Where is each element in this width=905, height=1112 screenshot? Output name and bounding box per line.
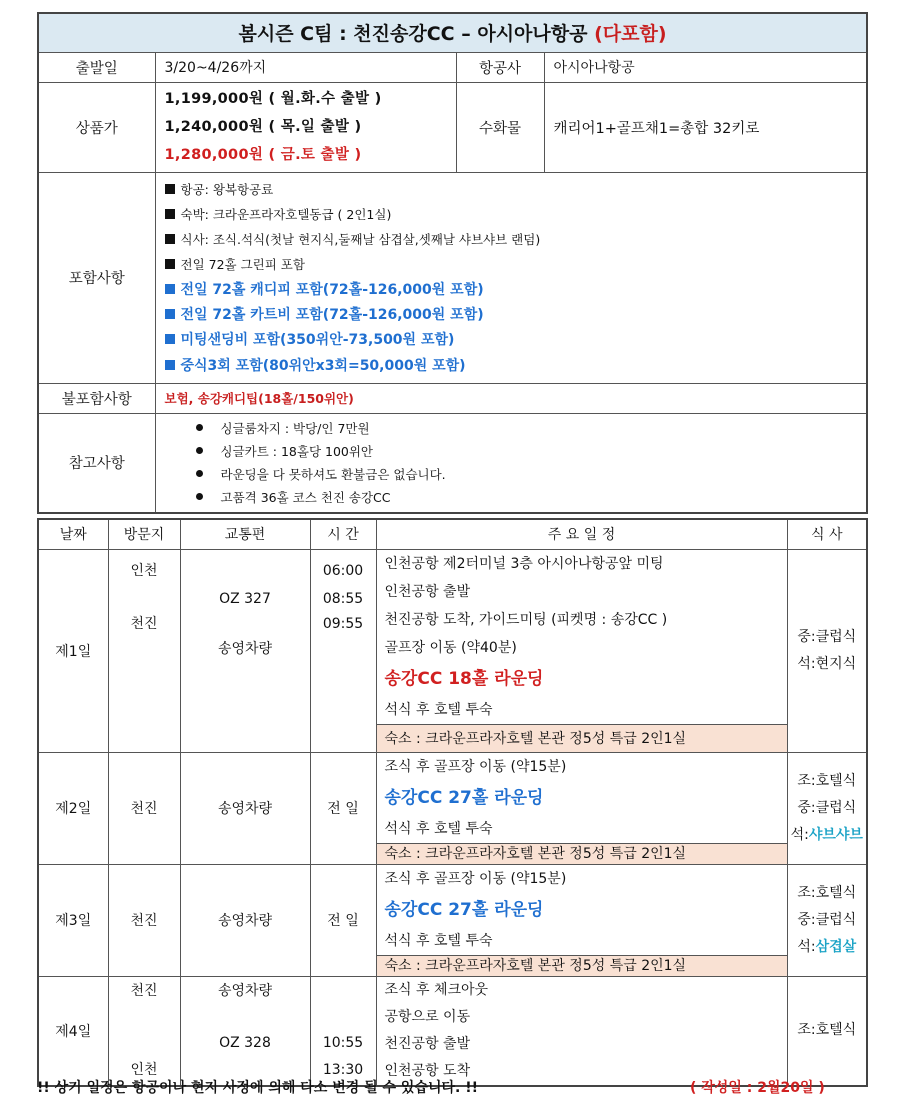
bullet-dot-icon (196, 470, 203, 477)
meal-item: 석:현지식 (797, 655, 857, 672)
day-transport: 송영차량 (180, 752, 310, 864)
schedule-item: 인천공항 출발 (384, 583, 471, 600)
bullet-dot-icon (196, 424, 203, 431)
day-schedule (376, 752, 787, 864)
square-bullet-icon (165, 259, 175, 269)
included-item: 전일 72홀 그린피 포함 (165, 252, 867, 277)
baggage-label: 수화물 (456, 82, 544, 172)
included-item: 숙박: 크라운프라자호텔동급 ( 2인1실) (165, 202, 867, 227)
included-list (155, 172, 867, 383)
itinerary-day-row (38, 549, 867, 752)
day-meals (787, 976, 867, 1086)
day-label: 제3일 (38, 864, 108, 976)
schedule-highlight: 송강CC 18홀 라운딩 (384, 668, 544, 689)
price-label: 상품가 (38, 82, 155, 172)
day-places (108, 549, 180, 752)
included-item: 식사: 조식.석식(첫날 현지식,둘째날 삼겹살,셋째날 샤브샤브 랜덤) (165, 227, 867, 252)
written-date: ( 작성일 : 2월20일 ) (690, 1080, 825, 1096)
time-item: 08:55 (322, 590, 364, 607)
header-place: 방문지 (108, 519, 180, 549)
note-item: 싱글룸차지 : 박당/인 7만원 (196, 417, 867, 440)
day-times (310, 976, 376, 1086)
day-meals (787, 752, 867, 864)
day-place: 천진 (108, 752, 180, 864)
header-meals: 식 사 (787, 519, 867, 549)
day-schedule (376, 976, 787, 1086)
square-bullet-icon (165, 184, 175, 194)
transport-item: OZ 328 (219, 1034, 271, 1051)
time-item: 06:00 (322, 562, 364, 579)
transport-item: 송영차량 (217, 640, 273, 657)
day-meals (787, 864, 867, 976)
price-item: 1,199,000원 ( 월.화.수 출발 ) (164, 91, 382, 107)
day-transport: 송영차량 (180, 864, 310, 976)
schedule-item: 석식 후 호텔 투숙 (384, 932, 493, 949)
schedule-item: 인천공항 도착 (384, 1062, 471, 1079)
notes-list (155, 413, 867, 513)
place-item: 천진 (130, 615, 158, 632)
meal-item: 석:삼겹살 (797, 938, 857, 955)
excluded-value: 보험, 송강캐디팁(18홀/150위안) (155, 383, 867, 413)
notes-label: 참고사항 (38, 413, 155, 513)
included-item: 중식3회 포함(80위안x3회=50,000원 포함) (165, 354, 867, 379)
time-item: 09:55 (322, 615, 364, 632)
airline-value: 아시아나항공 (544, 52, 867, 82)
meal-item: 조:호텔식 (797, 1022, 857, 1039)
note-item: 고품격 36홀 코스 천진 송강CC (196, 486, 867, 509)
itinerary-day-row (38, 976, 867, 1086)
transport-item: 송영차량 (217, 982, 273, 999)
day-time: 전 일 (310, 752, 376, 864)
meal-item: 조:호텔식 (797, 884, 857, 901)
day-transport (180, 549, 310, 752)
note-item: 싱글카트 : 18홀당 100위안 (196, 440, 867, 463)
day-label: 제2일 (38, 752, 108, 864)
itinerary-header-row (38, 519, 867, 549)
meal-item: 중:클럽식 (797, 911, 857, 928)
header-schedule: 주 요 일 정 (376, 519, 787, 549)
day-transport (180, 976, 310, 1086)
meal-item: 중:클럽식 (797, 628, 857, 645)
schedule-item: 인천공항 제2터미널 3층 아시아나항공앞 미팅 (384, 555, 664, 572)
square-bullet-icon (165, 360, 175, 370)
meal-item: 조:호텔식 (797, 772, 857, 789)
itinerary-table (37, 518, 868, 1087)
package-info-table (37, 12, 868, 514)
time-item: 13:30 (322, 1061, 364, 1078)
place-item: 인천 (130, 562, 158, 579)
bullet-dot-icon (196, 447, 203, 454)
schedule-item: 공항으로 이동 (384, 1008, 471, 1025)
day-schedule (376, 549, 787, 752)
square-bullet-icon (165, 234, 175, 244)
place-item: 천진 (130, 982, 158, 999)
price-item: 1,240,000원 ( 목.일 출발 ) (164, 119, 362, 135)
package-title (38, 13, 867, 52)
header-date: 날짜 (38, 519, 108, 549)
day-place: 천진 (108, 864, 180, 976)
schedule-item: 천진공항 출발 (384, 1035, 471, 1052)
excluded-label: 불포함사항 (38, 383, 155, 413)
schedule-item: 조식 후 골프장 이동 (약15분) (384, 758, 567, 775)
square-bullet-icon (165, 309, 175, 319)
schedule-item: 석식 후 호텔 투숙 (384, 820, 493, 837)
schedule-highlight: 송강CC 27홀 라운딩 (384, 787, 544, 808)
square-bullet-icon (165, 284, 175, 294)
square-bullet-icon (165, 334, 175, 344)
day-label: 제1일 (38, 549, 108, 752)
hotel-info: 숙소 : 크라운프라자호텔 본관 정5성 특급 2인1실 (377, 955, 787, 976)
itinerary-day-row (38, 864, 867, 976)
schedule-item: 조식 후 체크아웃 (384, 981, 489, 998)
time-item: 10:55 (322, 1034, 364, 1051)
schedule-item: 조식 후 골프장 이동 (약15분) (384, 870, 567, 887)
square-bullet-icon (165, 209, 175, 219)
schedule-item: 천진공항 도착, 가이드미팅 (피켓명 : 송강CC ) (384, 611, 668, 628)
change-notice: !! 상기 일정은 항공이나 현지 사정에 의해 다소 변경 될 수 있습니다. !! (37, 1080, 478, 1096)
meal-item: 중:클럽식 (797, 799, 857, 816)
day-times (310, 549, 376, 752)
airline-label: 항공사 (456, 52, 544, 82)
included-item: 전일 72홀 카트비 포함(72홀-126,000원 포함) (165, 303, 867, 328)
day-places (108, 976, 180, 1086)
included-item: 전일 72홀 캐디피 포함(72홀-126,000원 포함) (165, 278, 867, 303)
bullet-dot-icon (196, 493, 203, 500)
schedule-highlight: 송강CC 27홀 라운딩 (384, 899, 544, 920)
price-list (155, 82, 456, 172)
place-item: 인천 (130, 1061, 158, 1078)
schedule-item: 골프장 이동 (약40분) (384, 639, 517, 656)
included-item: 항공: 왕복항공료 (165, 177, 867, 202)
note-item: 라운딩을 다 못하셔도 환불금은 없습니다. (196, 463, 867, 486)
header-time: 시 간 (310, 519, 376, 549)
day-label: 제4일 (38, 976, 108, 1086)
included-item: 미팅샌딩비 포함(350위안-73,500원 포함) (165, 328, 867, 353)
header-transport: 교통편 (180, 519, 310, 549)
transport-item: OZ 327 (219, 590, 271, 607)
hotel-info: 숙소 : 크라운프라자호텔 본관 정5성 특급 2인1실 (377, 843, 787, 864)
departure-value: 3/20~4/26까지 (155, 52, 456, 82)
included-label: 포함사항 (38, 172, 155, 383)
day-schedule (376, 864, 787, 976)
baggage-value: 캐리어1+골프채1=총합 32키로 (544, 82, 867, 172)
schedule-item: 석식 후 호텔 투숙 (384, 701, 493, 718)
itinerary-day-row (38, 752, 867, 864)
title-main: 봄시즌 C팀 : 천진송강CC – 아시아나항공 (238, 23, 588, 46)
day-meals (787, 549, 867, 752)
departure-label: 출발일 (38, 52, 155, 82)
title-highlight: (다포함) (594, 23, 667, 46)
meal-item: 석:샤브샤브 (790, 826, 863, 843)
price-item: 1,280,000원 ( 금.토 출발 ) (164, 147, 362, 163)
hotel-info: 숙소 : 크라운프라자호텔 본관 정5성 특급 2인1실 (377, 724, 787, 752)
day-time: 전 일 (310, 864, 376, 976)
